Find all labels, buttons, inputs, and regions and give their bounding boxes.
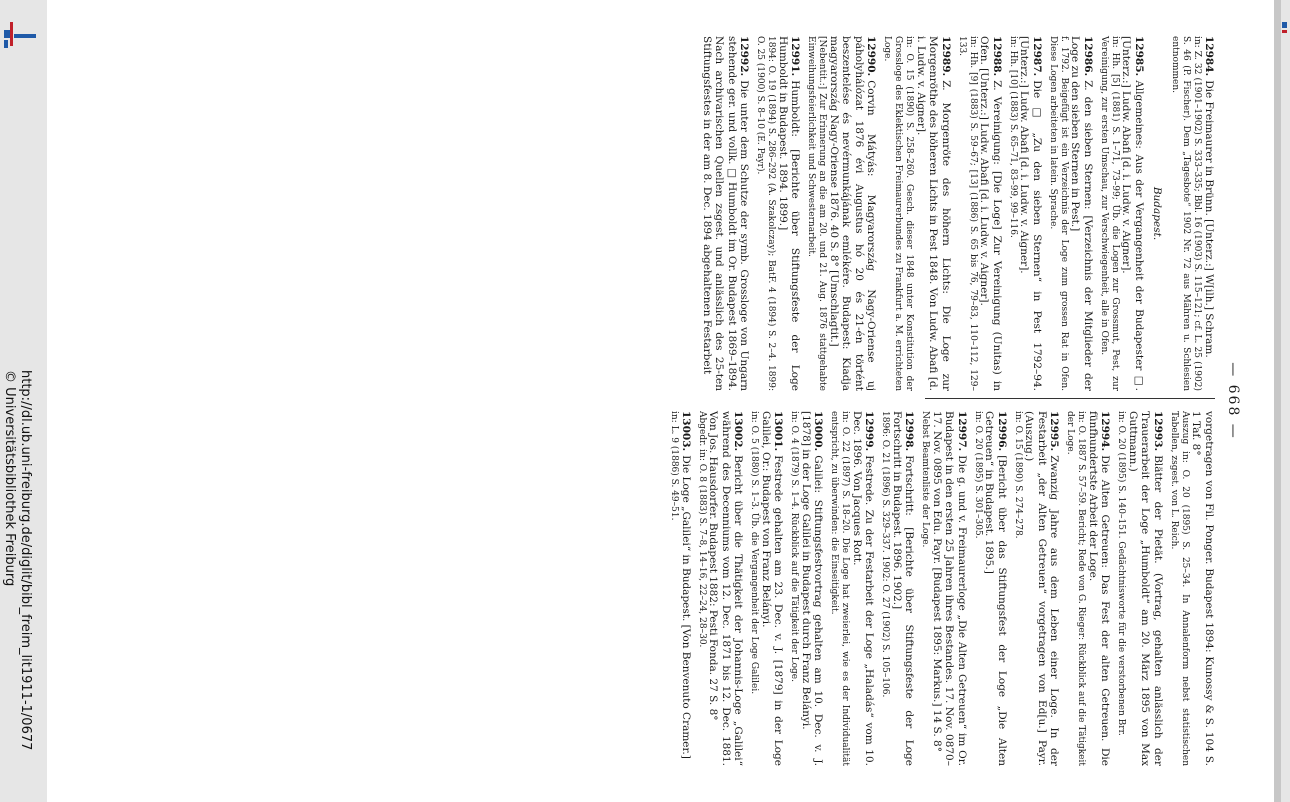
entry-note: in: O. 20 (1895) S. 140–151. Gedächtnisworte für die verstorbenen Brr. (1116, 411, 1126, 736)
entry-note: 1894: O. 19 (1894) S. 286–292 (A. Szakolczay); BatF. 4 (1894) S. 2–4. 1899: O. 25 (1900) S. 8–10 (E. Payr). (755, 36, 776, 391)
entry-note: in: O. 1887 S. 57–59. Bericht; Rede von G. Rieger: Rückblick auf die Tätigkeit der Loge. (1065, 411, 1086, 766)
entry-number: 12998. (903, 411, 915, 452)
document-page (47, 0, 1274, 802)
right-column (664, 411, 1215, 766)
entry-note: Nebst Beamtenliste der Loge. (920, 411, 930, 548)
entry-note: in: O. 20 (1895) S. 301–305. (972, 411, 983, 539)
entry-text: Die Alten Getreuen: Das Fest der alten Getreuen. Die fünfhundertste Arbeit der Loge. (1086, 411, 1111, 766)
entry-text: vorgetragen von Fil. Ponger. Budapest 1894: Kunossy & S. 104 S. 1 Taf. 8° (1190, 411, 1215, 766)
entry-number: 12986. (1081, 36, 1094, 77)
bibliography-entry (1169, 36, 1215, 391)
right-margin-panel (1281, 0, 1290, 802)
entry-text: Festrede. Zu der Festarbeit der Loge „Haladás“ vom 10. Dec. 1896. Von Jacques Rott. (850, 411, 875, 766)
bibliography-entry (956, 36, 1003, 391)
entry-text: Z. Morgenröte des höhern Lichts: Die Loge zur Morgenröthe des höheren Lichts in Pest 1848. Von Ludw. Abafi [d. i. Ludw. v. Aigner]. (914, 36, 952, 391)
bibliography-entry (972, 411, 1008, 766)
bibliography-entry (754, 36, 801, 391)
rotated-page-content (81, 16, 1241, 786)
entry-text: Bericht über die Thätigkeit der Johannis-Loge „Galilei“ während des Decenniums vom 12. Dec. 1871 bis 12. Dec. 1881. Von Jos. Hausdorfer. Budapest 1882: Pesti Fonda. 27 S. 8° (707, 411, 744, 766)
entry-text: Corvin Mátyás: Magyarország Nagy-Oriense uj páholyhálózat 1876 évi Augustus hó 20 és 21-én történt beszentelése és nevérmunkájának emlékére. Budapest: Kiadja magyarország Nagy-Oriense 1876. 40 S. 8° [Umschlagtit.] (827, 36, 877, 391)
entry-text: Die Freimaurer in Brünn. [Unterz.:] W[ilh.] Schram. (1202, 80, 1215, 358)
entry-text: Z. den sieben Sternen: [Verzeichnis der Mitglieder der Loge zu den sieben Sternen in Pest.] (1069, 36, 1094, 391)
entry-note: [Nebentit.:] Zur Erinnerung an die am 20. und 21. Aug. 1876 stattgehabte Einweihungsfeierlichkeit und Schwesternarbeit. (806, 36, 827, 391)
entry-text: Die unter dem Schutze der symb. Grossloge von Ungarn stehende ger. und vollk. □ Humboldt im Or. Budapest 1869–1894. Nach archivarischen Quellen zsgest. und anlässlich des 25-ten Stiftungsfestes in der am 8. Dec. 1894 abgehaltenen Festarbeit (700, 36, 750, 391)
left-margin-panel (0, 0, 47, 802)
bibliography-entry (748, 411, 784, 766)
entry-text: Die g. und v. Freimaurerloge „Die Alten Getreuen“ im Or. Budapest in den ersten 25 Jahren ihres Bestandes. 17. Nov. 0870–17. Nov. 0895 von Edu. Payr. [Budapest 1895: Markus.] 14 S. 8° (930, 411, 968, 766)
entry-number: 12992. (738, 36, 750, 77)
entry-number: 12997. (955, 411, 968, 452)
entry-text: [Bericht über das Stiftungsfest der Loge „Die Alten Getreuen“ in Budapest. 1895.] (983, 411, 1008, 766)
bibliography-entry (1007, 36, 1043, 391)
bibliography-entry (1064, 411, 1111, 766)
entry-number: 13003. (679, 411, 692, 452)
entry-number: 12996. (995, 411, 1008, 452)
entry-number: 12994. (1099, 411, 1111, 452)
left-column (696, 36, 1215, 391)
entry-text: Budapest. (1151, 186, 1163, 241)
entry-note: Abgedr. in: O. 8 (1883) S. 7–8, 14–16, 22–24, 28–30. (696, 411, 707, 648)
bibliography-entry (1098, 36, 1145, 391)
entry-text: Zwanzig Jahre aus dem Leben einer Loge. In der Festarbeit „der Alten Getreuen“ vorgetragen von Ed[u.] Payr. (Auszug.) (1023, 411, 1060, 766)
entry-note: in: Hh. [5] (1881) S. 1–71, 73–99; Üb. die Logen zur Grossmut, Pest, zur Vereinigung, zur ersten Umschau, zur Verschwiegenheit, alle in Ofen. (1098, 36, 1120, 391)
entry-note: f. 1792. Beigefügt ist ein Verzeichnis der Loge zum grossen Rat in Ofen. Diese Logen arbeiteten in latein. Sprache. (1047, 36, 1069, 391)
entry-number: 12985. (1132, 36, 1145, 77)
entry-number: 12984. (1202, 36, 1215, 77)
watermark (2, 370, 47, 800)
entry-note: Auszug in: O. 20 (1895) S. 25–34. In Annalenform nebst statistischen Tabellen, zsgest. von L. Reich. (1168, 411, 1190, 766)
watermark-copyright: © Universitätsbibliothek Freiburg (2, 370, 17, 587)
bibliography-entry (919, 411, 968, 766)
entry-text: Galilei: Stiftungsfestvortrag gehalten am 10. Dec. v. J. [1878] in der Loge Galilei in Budapest durch Franz Belányi. (799, 411, 824, 766)
entry-note: in: Hh. [9] (1883) S. 59–67; [13] (1886) S. 65 bis 76, 79–83, 110–112, 129–133. (956, 36, 978, 391)
section-heading (1151, 36, 1164, 391)
entry-note: in: Hh. [10] (1883) S. 65–71, 83–99, 99–116. (1007, 36, 1018, 238)
bibliography-entry (828, 411, 875, 766)
column-divider (925, 398, 1215, 399)
bibliography-entry (1047, 36, 1094, 391)
entry-text: Humboldt: [Berichte über Stiftungsfeste der Loge Humboldt in Budapest. 1894. 1899.] (776, 36, 801, 391)
entry-note: in: O. 15 (1890) S. 274–278. (1012, 411, 1023, 539)
entry-number: 13002. (732, 411, 744, 452)
bibliography-entry (1115, 411, 1164, 766)
entry-text: Fortschritt: [Berichte über Stiftungsfeste der Loge Fortschritt in Budapest. 1896. 1902.] (890, 411, 915, 766)
bibliography-entry (668, 411, 692, 766)
bibliography-entry (879, 411, 915, 766)
entry-number: 12995. (1048, 411, 1060, 452)
bibliography-entry (696, 411, 745, 766)
entry-number: 12991. (789, 36, 801, 77)
entry-number: 12999. (863, 411, 875, 452)
scrollbar[interactable] (1274, 0, 1281, 802)
entry-note: in: Z. 32 (1901–1902) S. 333–335; Bbl. 16 (1903) S. 115–121; cf. L. 25 (1902) S. 46 (P. Fischer). Dem „Tagesbote“ 1902 Nr. 72 aus Mähren u. Schlesien entnommen. (1170, 36, 1202, 391)
bibliography-entry (700, 36, 750, 391)
entry-number: 12990. (865, 36, 877, 77)
entry-note: in: O. 4 (1879) S. 1–4. Rückblick auf die Tätigkeit der Loge. (789, 411, 799, 682)
entry-note: 1896: O. 21 (1896) S. 329–337. 1902: O. 27 (1902) S. 105–106. (880, 411, 890, 698)
entry-number: 12987. (1030, 36, 1043, 77)
library-logo-small-icon (1282, 22, 1288, 38)
entry-note: in: L. 9 (1886) S. 49–51. (669, 411, 679, 521)
page-number: — 668 — (1224, 362, 1241, 440)
bibliography-entry (881, 36, 952, 391)
entry-text: Die Loge „Galilei“ in Budapest. [Von Benvenuto Cramer.] (679, 455, 692, 759)
entry-number: 12989. (939, 36, 952, 77)
entry-number: 13001. (772, 411, 784, 452)
entry-text: Die □ „Zu den sieben Sternen“ in Pest 1792–94. [Unterz.:] Ludw. Abafi [d. i. Ludw. v. Aigner]. (1018, 36, 1043, 391)
entry-text: Festrede gehalten am 23. Dec. v. J. [1879] in der Loge Galilei, Or.: Budapest von Franz Belányi. (759, 411, 784, 766)
bibliography-entry (788, 411, 824, 766)
entry-text: Z. Vereinigung: [Die Loge] Zur Vereinigung (Unitas) in Ofen. [Unterz.:] Ludw. Abafi [d. i. Ludw. v. Aigner]. (978, 36, 1003, 391)
bibliography-entry (805, 36, 877, 391)
entry-number: 13000. (812, 411, 824, 452)
entry-number: 12993. (1151, 411, 1164, 452)
entry-text: Allgemeines: Aus der Vergangenheit der Budapester □. [Unterz.:] Ludw. Abafi [d. i. Ludw. v. Aigner]. (1120, 36, 1145, 391)
watermark-url: http://dl.ub.uni-freiburg.de/diglit/bibl_freim_lit1911-1/0677 (18, 370, 33, 751)
entry-note: in: O. 5 (1880) S. 1–3. Üb. die Vergangenheit der Loge Galilei. (749, 411, 759, 695)
entry-note: in: O. 22 (1897) S. 18–20. Die Loge hat zweierlei, wie es der Individualität entspricht, zu überwinden: die Einseitigkeit. (829, 411, 850, 766)
entry-note: in: O. 15 (1890) S. 258–260. Gesch. dieser 1848 unter Konstitution der Grossloge des Eklektischen Freimaurerbundes zu Frankfurt a. M. errichteten Loge. (882, 36, 914, 391)
bibliography-entry (1168, 411, 1215, 766)
entry-text: Blätter der Pietät. (Vortrag, gehalten anlässlich der Trauerarbeit der Loge „Humboldt“ am 20. März 1895 von Max Guttmann.) (1126, 411, 1164, 766)
library-logo-icon (0, 20, 40, 50)
entry-number: 12988. (990, 36, 1003, 77)
bibliography-entry (1012, 411, 1061, 766)
